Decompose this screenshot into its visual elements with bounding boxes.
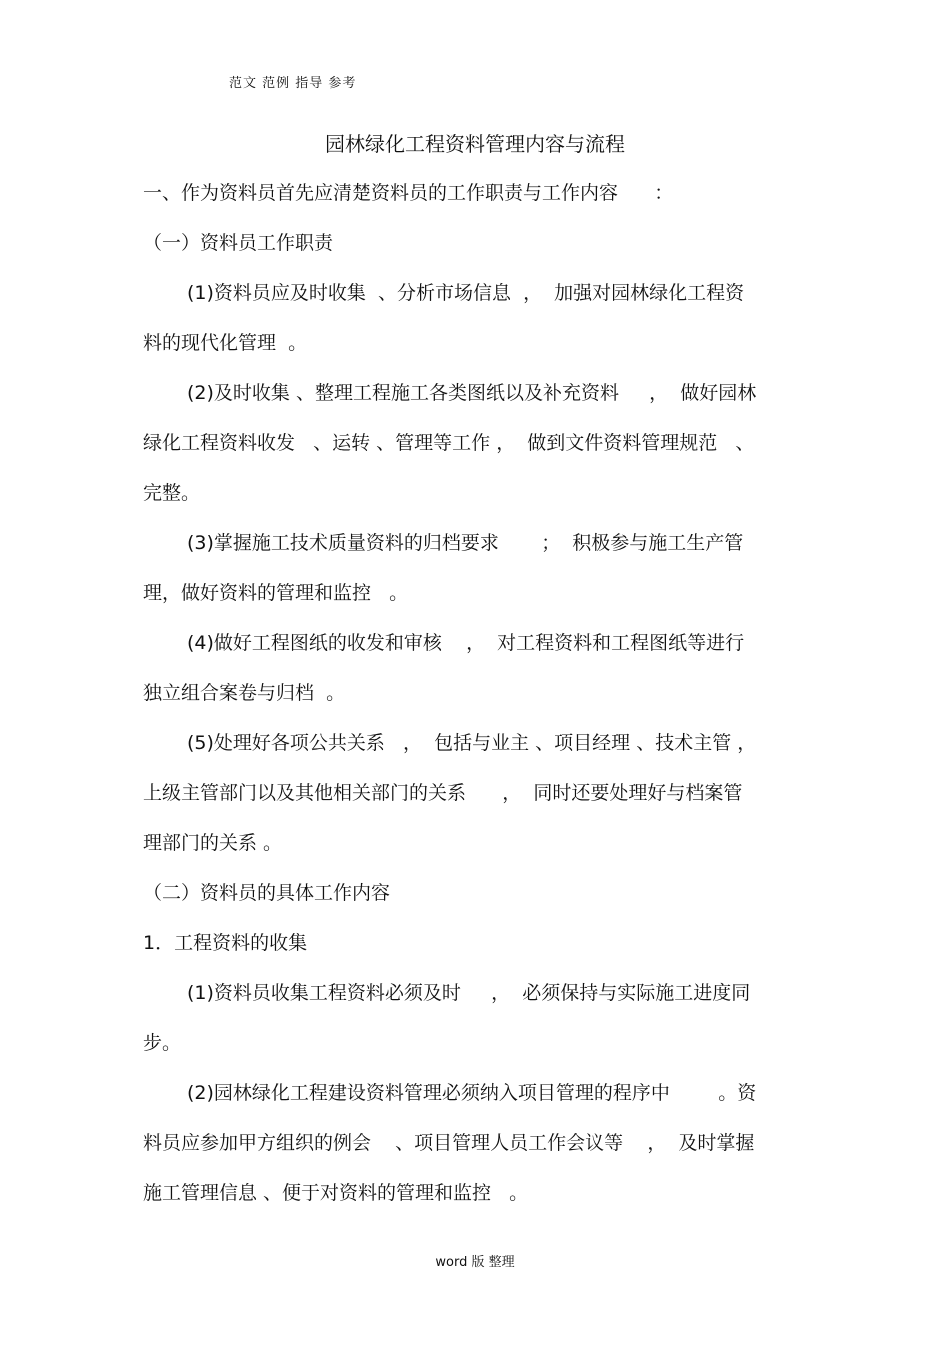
section-heading: 一、作为资料员首先应清楚资料员的工作职责与工作内容 ：: [143, 182, 674, 204]
paragraph-line: 上级主管部门以及其他相关部门的关系 ， 同时还要处理好与档案管: [143, 782, 743, 804]
paragraph-line: 料员应参加甲方组织的例会 、项目管理人员工作会议等 ， 及时掌握: [143, 1132, 755, 1154]
subsection-heading: （二）资料员的具体工作内容: [143, 882, 391, 904]
document-title: 园林绿化工程资料管理内容与流程: [325, 132, 625, 156]
item-heading: 1．工程资料的收集: [143, 932, 308, 954]
paragraph-line: (2)及时收集 、整理工程施工各类图纸以及补充资料 ， 做好园林: [187, 382, 757, 404]
paragraph-line: (1)资料员应及时收集 、分析市场信息 ， 加强对园林绿化工程资: [187, 282, 745, 304]
paragraph-line: (1)资料员收集工程资料必须及时 ， 必须保持与实际施工进度同: [187, 982, 751, 1004]
paragraph-line: 独立组合案卷与归档 。: [143, 682, 346, 704]
paragraph-line: 完整。: [143, 482, 201, 504]
paragraph-line: (3)掌握施工技术质量资料的归档要求 ； 积极参与施工生产管: [187, 532, 744, 554]
paragraph-line: 理，做好资料的管理和监控 。: [143, 582, 409, 604]
paragraph-line: (5)处理好各项公共关系 ， 包括与业主 、项目经理 、技术主管 ，: [187, 732, 757, 754]
paragraph-line: 绿化工程资料收发 、运转 、管理等工作 ， 做到文件资料管理规范 、: [143, 432, 755, 454]
paragraph-line: 理部门的关系 。: [143, 832, 283, 854]
paragraph-line: (4)做好工程图纸的收发和审核 ， 对工程资料和工程图纸等进行: [187, 632, 745, 654]
subsection-heading: （一）资料员工作职责: [143, 232, 334, 254]
paragraph-line: 步。: [143, 1032, 182, 1054]
paragraph-line: 施工管理信息 、便于对资料的管理和监控 。: [143, 1182, 529, 1204]
page-footer: word 版 整理: [435, 1255, 515, 1270]
page-header: 范文 范例 指导 参考: [229, 76, 357, 91]
paragraph-line: (2)园林绿化工程建设资料管理必须纳入项目管理的程序中 。资: [187, 1082, 757, 1104]
paragraph-line: 料的现代化管理 。: [143, 332, 308, 354]
